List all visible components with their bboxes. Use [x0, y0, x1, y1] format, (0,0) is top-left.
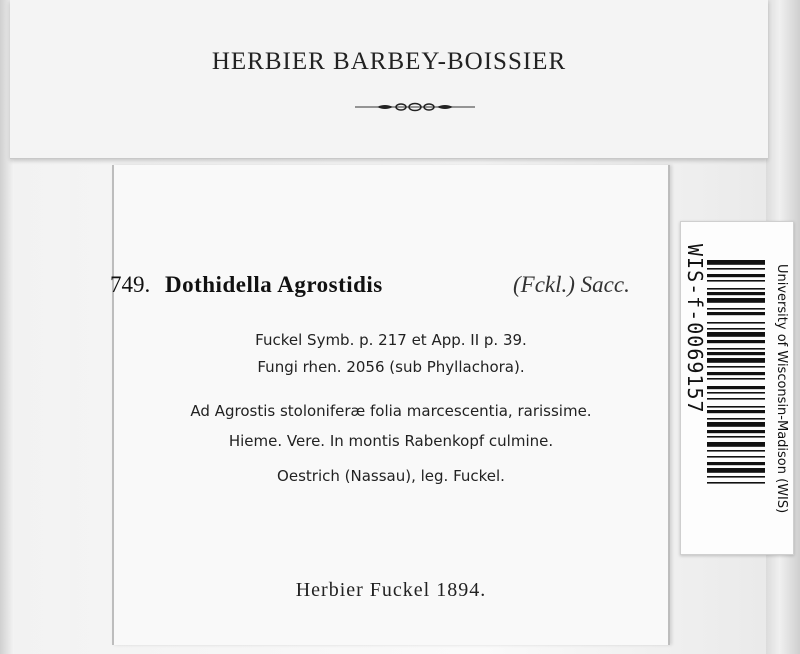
catalog-number: WIS-f-0069157 [683, 244, 707, 414]
envelope-flap [10, 0, 768, 159]
barcode-label [680, 221, 794, 555]
ornament-divider-icon [355, 100, 475, 114]
herbarium-title: HERBIER BARBEY-BOISSIER [211, 48, 567, 75]
taxon-authority: (Fckl.) Sacc. [513, 272, 630, 297]
habitat-line: Hieme. Vere. In montis Rabenkopf culmine. [228, 432, 554, 450]
specimen-label [112, 165, 670, 645]
habitat-line: Ad Agrostis stoloniferæ folia marcescentia, rarissime. [190, 402, 592, 420]
species-name-line [110, 272, 668, 304]
institution-name: University of Wisconsin-Madison (WIS) [774, 264, 789, 514]
barcode-icon [707, 258, 765, 544]
locality-line: Oestrich (Nassau), leg. Fuckel. [277, 467, 505, 485]
taxon-name: Dothidella Agrostidis [165, 272, 383, 297]
collection-name: Herbier Fuckel 1894. [295, 579, 487, 601]
exsiccata-number: 749. [110, 272, 151, 297]
reference-line: Fuckel Symb. p. 217 et App. II p. 39. [255, 331, 527, 349]
reference-line: Fungi rhen. 2056 (sub Phyllachora). [257, 358, 525, 376]
